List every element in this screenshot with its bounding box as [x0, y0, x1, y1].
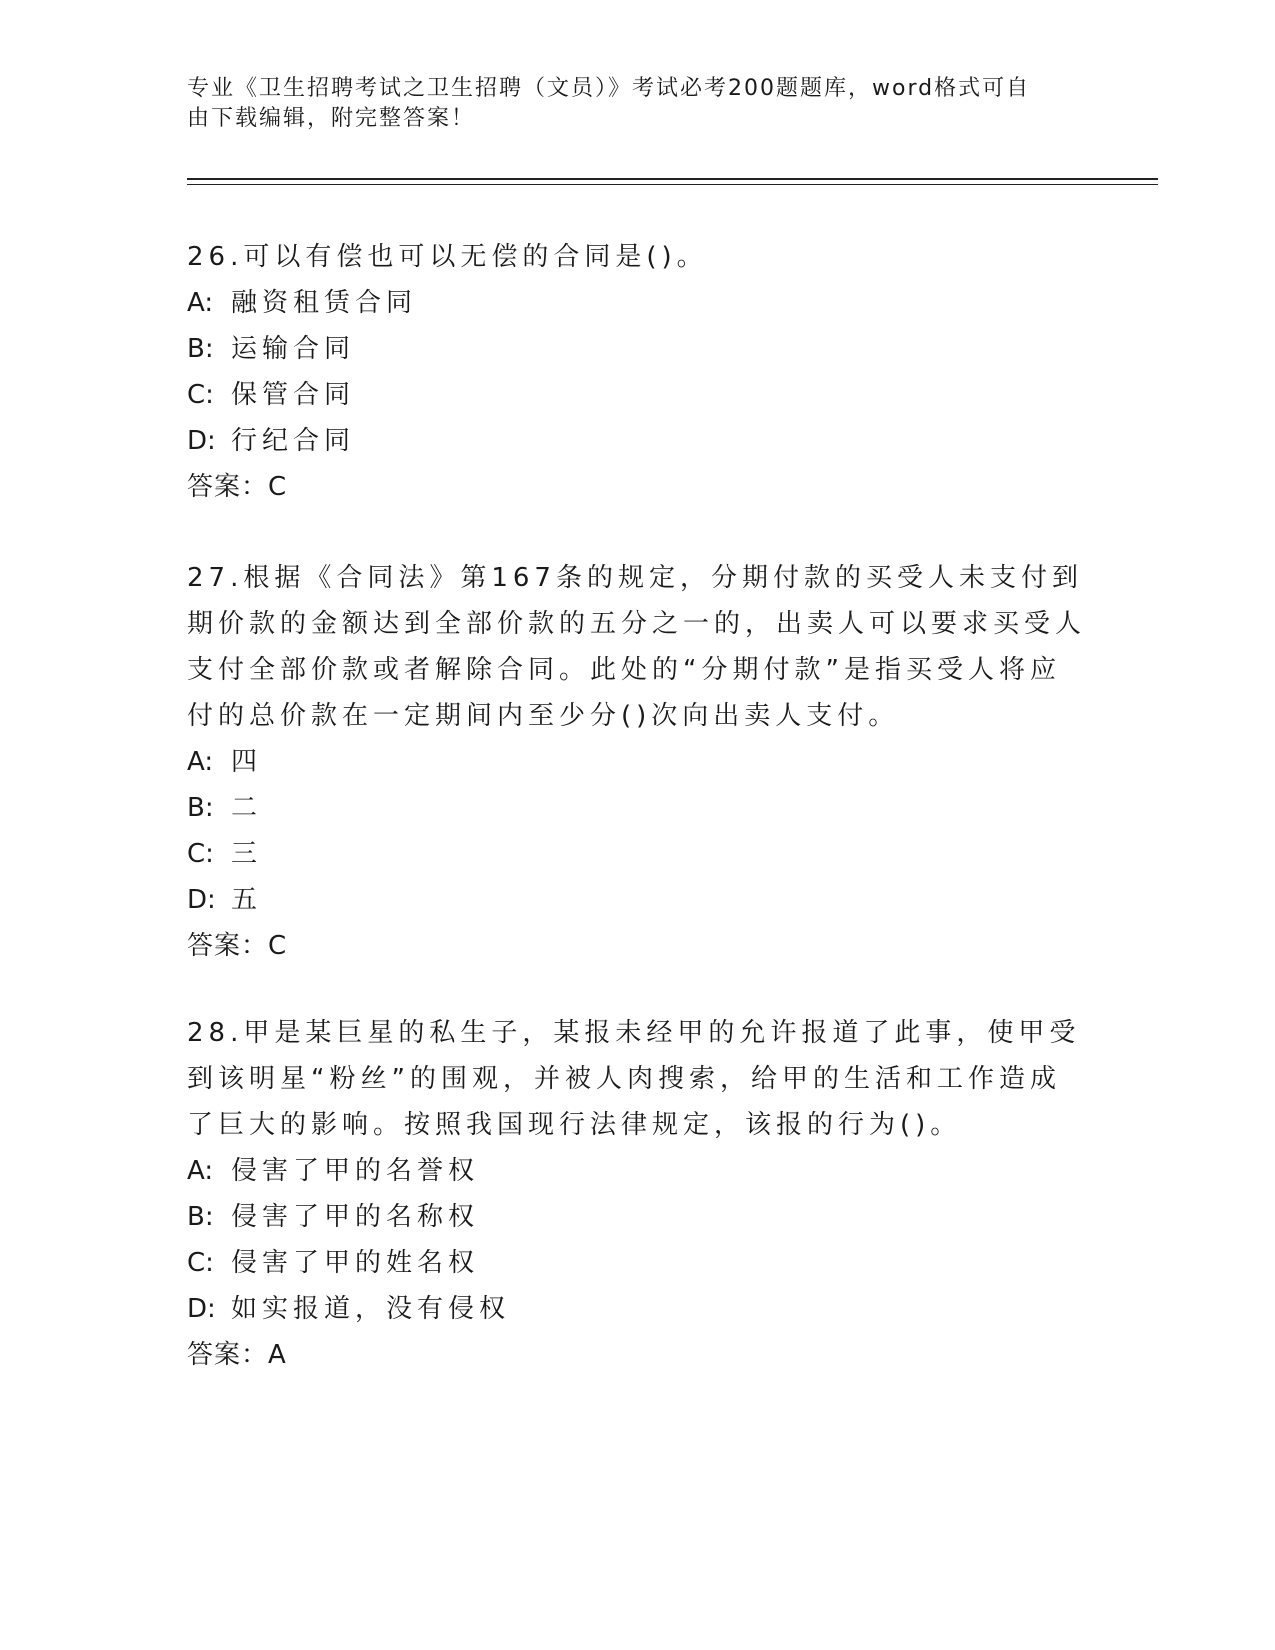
option-key: B: — [187, 1202, 214, 1232]
answer-line: 答案：C — [187, 931, 288, 961]
option-key: D: — [187, 885, 216, 915]
option-key: D: — [187, 1294, 216, 1324]
option-text: 侵害了甲的姓名权 — [231, 1248, 480, 1278]
option-key: C: — [187, 380, 214, 410]
option-text: 侵害了甲的名誉权 — [231, 1156, 480, 1186]
option-key: A: — [187, 747, 214, 777]
option-text: 五 — [231, 885, 263, 915]
header-divider-thick — [187, 178, 1158, 180]
option-key: A: — [187, 1156, 214, 1186]
header-line-1: 专业《卫生招聘考试之卫生招聘（文员）》考试必考200题题库，word格式可自 — [187, 76, 1031, 101]
header-line-2: 由下载编辑，附完整答案！ — [187, 106, 476, 131]
option-key: C: — [187, 839, 214, 869]
question-27 — [187, 555, 1087, 969]
answer-line: 答案：C — [187, 472, 288, 502]
option-text: 三 — [231, 839, 263, 869]
option-a — [187, 280, 1087, 326]
option-text: 四 — [231, 747, 263, 777]
document-header — [187, 74, 1067, 134]
option-key: C: — [187, 1248, 214, 1278]
option-d — [187, 1286, 1087, 1332]
option-text: 保管合同 — [231, 380, 356, 410]
option-text: 二 — [231, 793, 263, 823]
option-b — [187, 326, 1087, 372]
question-stem: 27.根据《合同法》第167条的规定，分期付款的买受人未支付到期价款的金额达到全部价款的五分之一的，出卖人可以要求买受人支付全部价款或者解除合同。此处的“分期付款”是指买受人将应付的总价款在一定期间内至少分()次向出卖人支付。 — [187, 563, 1087, 731]
option-a — [187, 739, 1087, 785]
question-stem: 28.甲是某巨星的私生子，某报未经甲的允许报道了此事，使甲受到该明星“粉丝”的围观，并被人肉搜索，给甲的生活和工作造成了巨大的影响。按照我国现行法律规定，该报的行为()。 — [187, 1018, 1081, 1140]
option-c — [187, 1240, 1087, 1286]
option-text: 行纪合同 — [231, 426, 356, 456]
option-text: 侵害了甲的名称权 — [231, 1202, 480, 1232]
option-key: D: — [187, 426, 216, 456]
option-key: B: — [187, 334, 214, 364]
question-stem: 26.可以有偿也可以无偿的合同是()。 — [187, 242, 708, 272]
question-28 — [187, 1010, 1087, 1378]
option-d — [187, 877, 1087, 923]
question-26 — [187, 234, 1087, 510]
option-b — [187, 1194, 1087, 1240]
header-divider-thin — [187, 184, 1158, 185]
option-key: B: — [187, 793, 214, 823]
option-b — [187, 785, 1087, 831]
option-a — [187, 1148, 1087, 1194]
option-key: A: — [187, 288, 214, 318]
option-text: 运输合同 — [231, 334, 356, 364]
option-text: 如实报道，没有侵权 — [231, 1294, 511, 1324]
option-d — [187, 418, 1087, 464]
option-c — [187, 831, 1087, 877]
option-text: 融资租赁合同 — [231, 288, 418, 318]
option-c — [187, 372, 1087, 418]
answer-line: 答案：A — [187, 1340, 287, 1370]
